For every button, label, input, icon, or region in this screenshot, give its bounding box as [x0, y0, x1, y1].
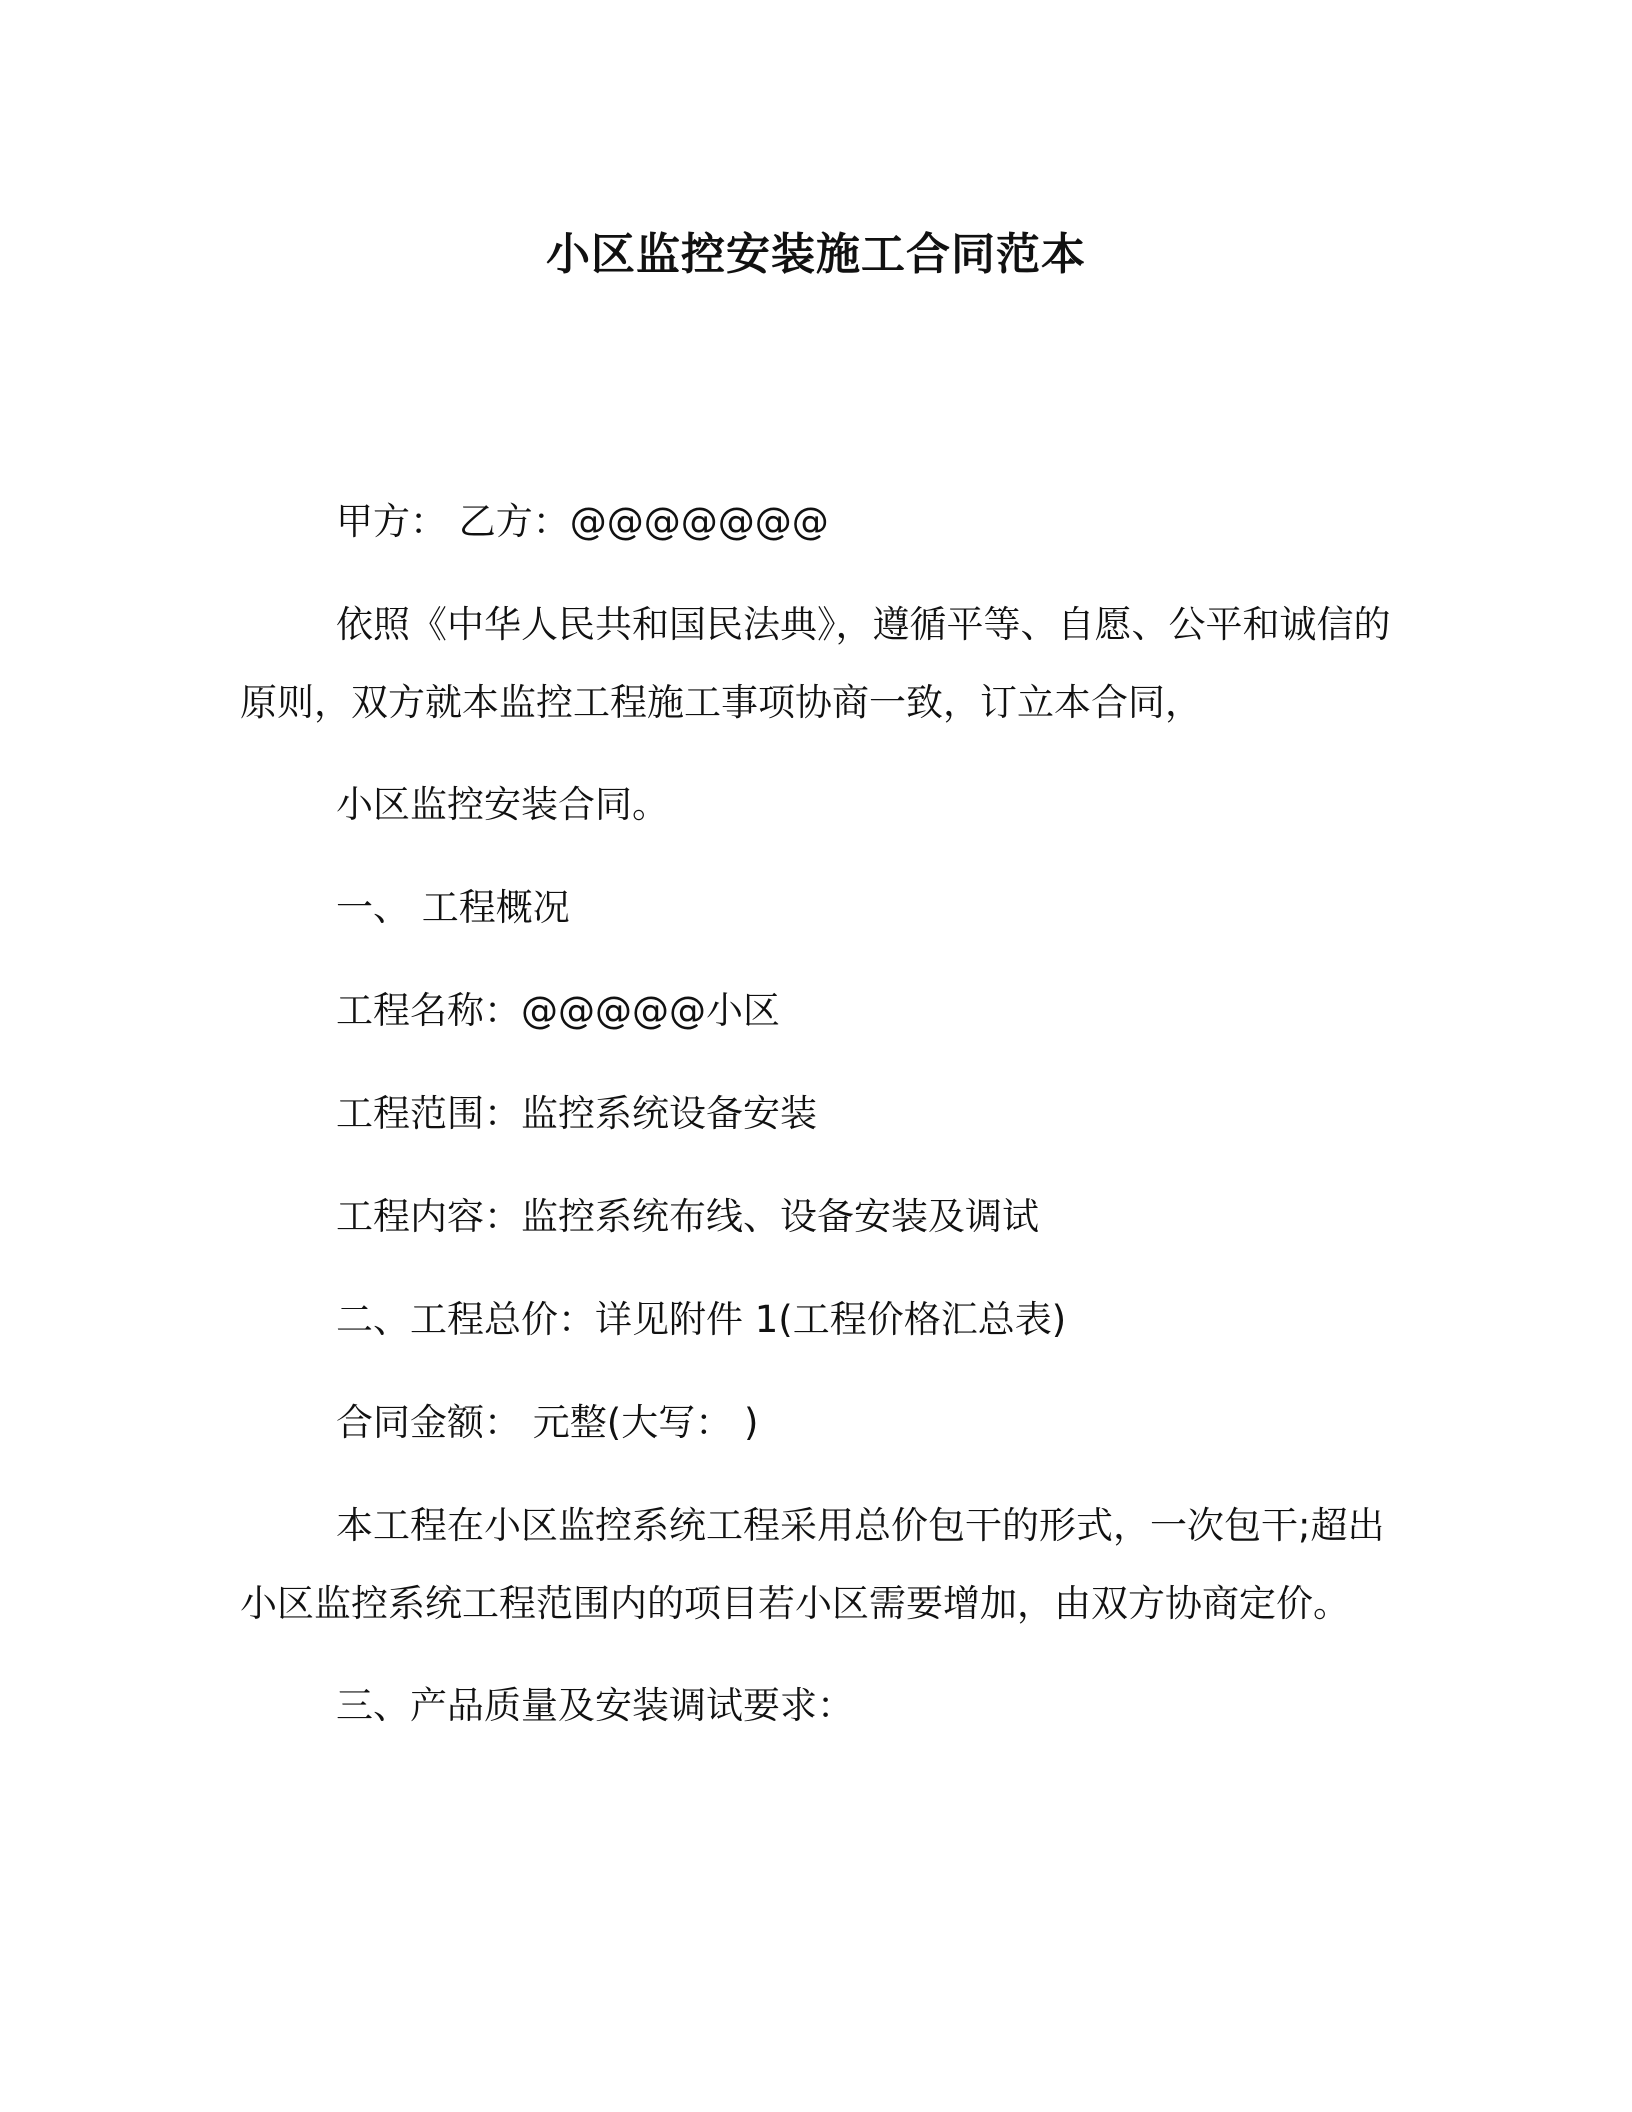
- document-title: 小区监控安装施工合同范本: [546, 229, 1086, 280]
- paragraph-text: 一、 工程概况: [336, 886, 570, 929]
- contract-amount-line: [240, 1384, 1400, 1462]
- paragraph-text: 工程范围：监控系统设备安装: [336, 1092, 817, 1135]
- lump-sum-paragraph: [240, 1487, 1400, 1643]
- paragraph-text: 工程名称：@@@@@小区: [336, 989, 780, 1032]
- section-3-heading: [240, 1667, 1400, 1745]
- paragraph-text: 工程内容：监控系统布线、设备安装及调试: [336, 1195, 1039, 1238]
- preamble-paragraph: [240, 586, 1400, 742]
- paragraph-text: 本工程在小区监控系统工程采用总价包干的形式，一次包干;超出小区监控系统工程范围内的项目若小区需要增加，由双方协商定价。: [240, 1504, 1385, 1625]
- section-1-heading: [240, 869, 1400, 947]
- paragraph-text: 依照《中华人民共和国民法典》，遵循平等、自愿、公平和诚信的原则，双方就本监控工程施工事项协商一致，订立本合同，: [240, 603, 1391, 724]
- contract-name-line: [240, 766, 1400, 844]
- paragraph-text: 甲方： 乙方：@@@@@@@: [336, 500, 829, 543]
- project-content-line: [240, 1178, 1400, 1256]
- parties-line: [240, 483, 1400, 561]
- paragraph-text: 二、工程总价：详见附件 1(工程价格汇总表): [336, 1298, 1067, 1341]
- project-scope-line: [240, 1075, 1400, 1153]
- paragraph-text: 三、产品质量及安装调试要求：: [336, 1684, 854, 1727]
- project-name-line: [240, 972, 1400, 1050]
- paragraph-text: 小区监控安装合同。: [336, 783, 669, 826]
- paragraph-text: 合同金额： 元整(大写： ): [336, 1401, 759, 1444]
- section-2-heading: [240, 1281, 1400, 1359]
